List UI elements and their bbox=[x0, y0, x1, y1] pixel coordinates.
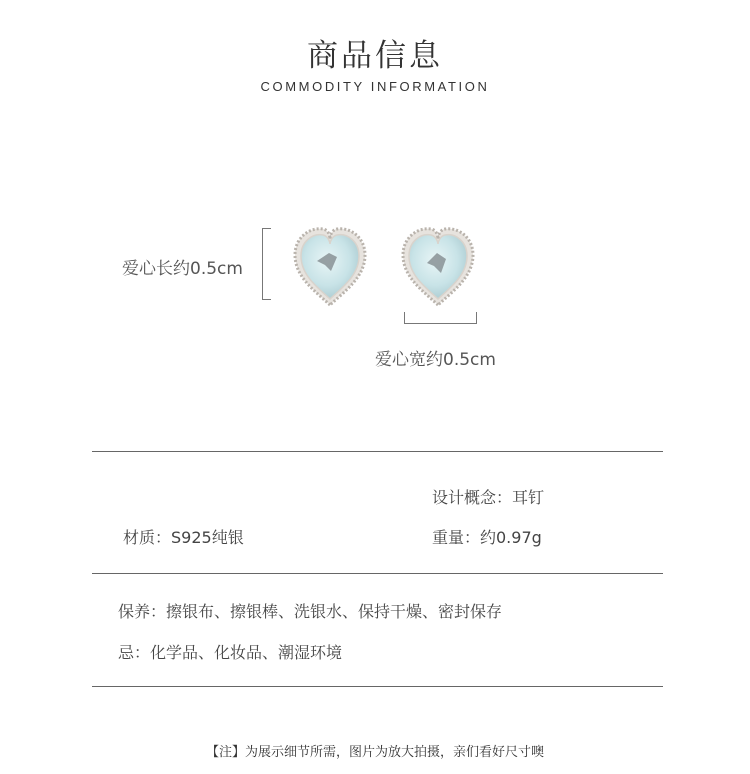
divider-top bbox=[92, 451, 663, 452]
page-title: 商品信息 bbox=[307, 38, 443, 74]
spec-weight: 重量：约0.97g bbox=[432, 528, 542, 547]
width-label: 爱心宽约0.5cm bbox=[375, 350, 496, 370]
page-subtitle: COMMODITY INFORMATION bbox=[260, 79, 490, 94]
earring-right bbox=[403, 229, 473, 305]
spec-design: 设计概念：耳钉 bbox=[432, 488, 545, 507]
footer-note: 【注】为展示细节所需，图片为放大拍摄，亲们看好尺寸噢 bbox=[205, 745, 544, 760]
product-image bbox=[285, 215, 485, 315]
length-label: 爱心长约0.5cm bbox=[122, 259, 243, 279]
divider-bottom bbox=[92, 686, 663, 687]
spec-material: 材质：S925纯银 bbox=[123, 528, 244, 547]
care-avoid: 忌：化学品、化妆品、潮湿环境 bbox=[118, 643, 343, 662]
care-maintenance: 保养：擦银布、擦银棒、洗银水、保持干燥、密封保存 bbox=[118, 602, 503, 621]
earring-left bbox=[295, 229, 365, 305]
length-bracket bbox=[262, 228, 271, 300]
divider-middle bbox=[92, 573, 663, 574]
